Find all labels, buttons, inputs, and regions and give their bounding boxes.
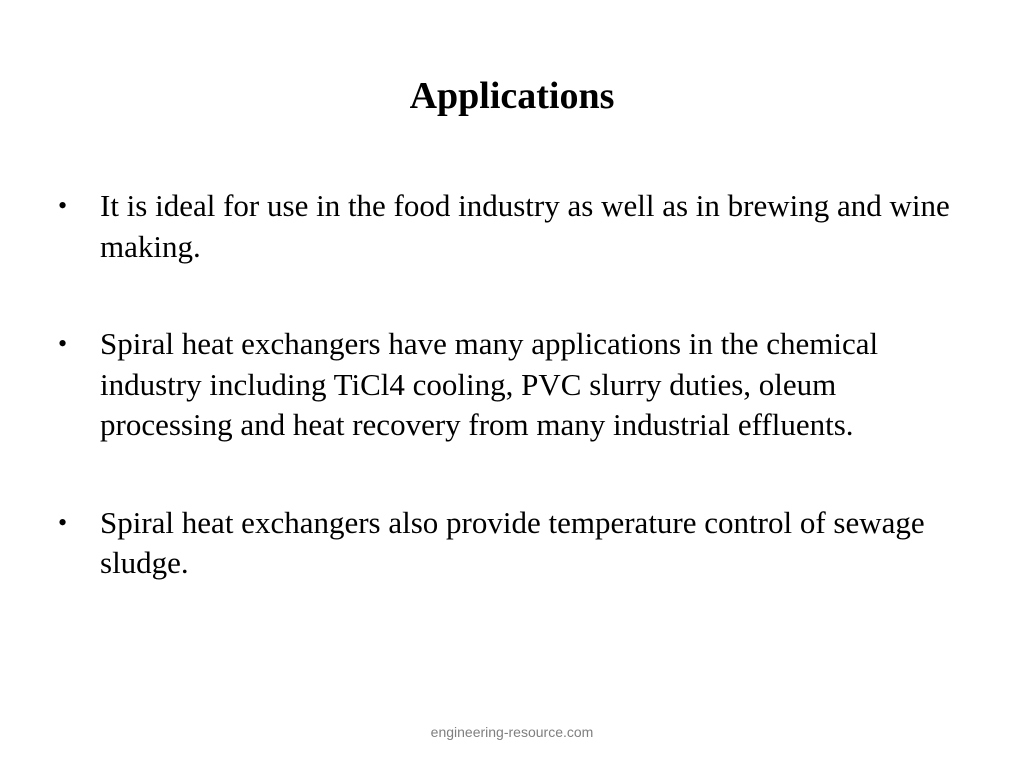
bullet-list [58, 186, 958, 641]
footer-source: engineering-resource.com [430, 724, 594, 740]
slide-title: Applications [409, 75, 615, 117]
bullet-item-chemical-industry [58, 324, 958, 446]
bullet-item-sewage-sludge [58, 503, 958, 584]
bullet-icon: • [58, 329, 68, 358]
bullet-text: Spiral heat exchangers have many applications in the chemical industry including TiCl4 cooling, PVC slurry duties, oleum processing and heat recovery from many industrial effluents. [100, 326, 879, 442]
bullet-item-food-industry [58, 186, 958, 267]
bullet-icon: • [58, 507, 68, 537]
bullet-text: Spiral heat exchangers also provide temperature control of sewage sludge. [100, 504, 925, 580]
bullet-icon: • [58, 191, 68, 220]
bullet-text: It is ideal for use in the food industry as well as in brewing and wine making. [100, 188, 950, 264]
